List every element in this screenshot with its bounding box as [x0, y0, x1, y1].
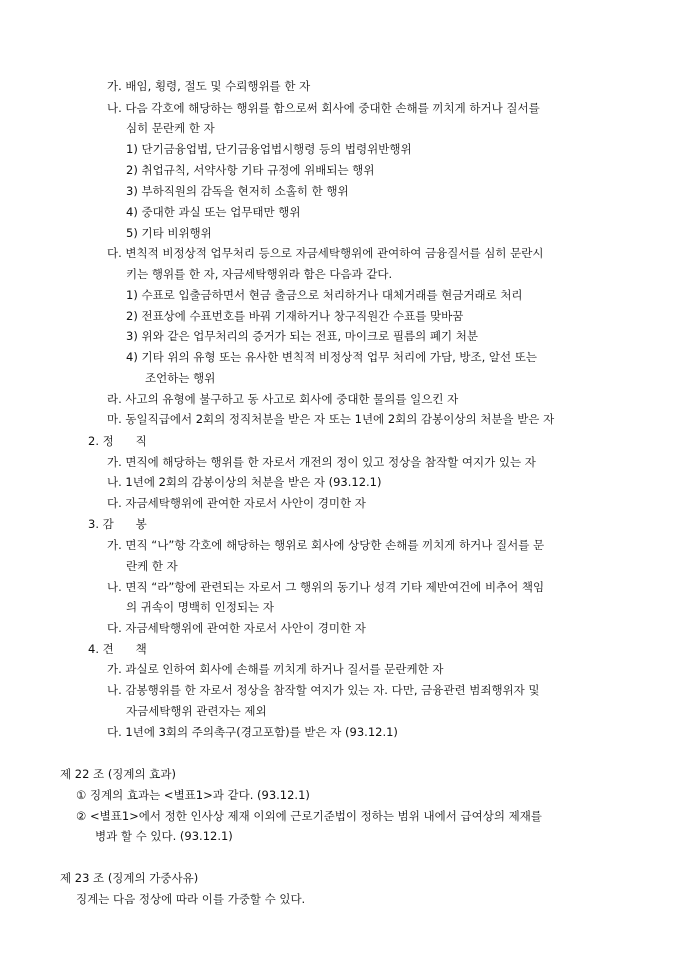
text-line: 가. 과실로 인하여 회사에 손해를 끼치게 하거나 질서를 문란케한 자	[107, 662, 444, 676]
text-line: 병과 할 수 있다. (93.12.1)	[95, 829, 233, 843]
article-heading: 제 23 조 (징계의 가중사유)	[60, 871, 199, 885]
text-line: 1) 수표로 입출금하면서 현금 출금으로 처리하거나 대체거래를 현금거래로 처리	[126, 288, 523, 302]
text-line: 4) 중대한 과실 또는 업무태만 행위	[126, 205, 301, 219]
text-line: 1) 단기금융업법, 단기금융업법시행령 등의 법령위반행위	[126, 142, 412, 156]
text-line: 자금세탁행위 관련자는 제외	[126, 704, 267, 718]
text-line: 마. 동일직급에서 2회의 정직처분을 받은 자 또는 1년에 2회의 감봉이상의 처분을 받은 자	[107, 412, 555, 426]
text-line: 다. 자금세탁행위에 관여한 자로서 사안이 경미한 자	[107, 496, 366, 510]
text-line: 3) 부하직원의 감독을 현저히 소홀히 한 행위	[126, 184, 349, 198]
section-heading: 2. 정 직	[88, 434, 147, 448]
text-line: 의 귀속이 명백히 인정되는 자	[126, 600, 274, 614]
text-line: 4) 기타 위의 유형 또는 유사한 변칙적 비정상적 업무 처리에 가담, 방조, 알선 또는	[126, 350, 538, 364]
text-line: ② <별표1>에서 정한 인사상 제재 이외에 근로기준법이 정하는 범위 내에서 급여상의 제재를	[76, 809, 542, 823]
text-line: 가. 면직에 해당하는 행위를 한 자로서 개전의 정이 있고 정상을 참작할 여지가 있는 자	[107, 455, 536, 469]
text-line: 조언하는 행위	[145, 371, 216, 385]
text-line: 다. 변칙적 비정상적 업무처리 등으로 자금세탁행위에 관여하여 금융질서를 심히 문란시	[107, 246, 544, 260]
text-line: 다. 자금세탁행위에 관여한 자로서 사안이 경미한 자	[107, 621, 366, 635]
text-line: 2) 취업규칙, 서약사항 기타 규정에 위배되는 행위	[126, 163, 375, 177]
section-heading: 3. 감 봉	[88, 517, 147, 531]
section-heading: 4. 견 책	[88, 642, 147, 656]
text-line: 2) 전표상에 수표번호를 바꿔 기재하거나 창구직원간 수표를 맞바꿈	[126, 309, 464, 323]
text-line: 가. 면직 “나”항 각호에 해당하는 행위로 회사에 상당한 손해를 끼치게 하거나 질서를 문	[107, 538, 545, 552]
text-line: 심히 문란케 한 자	[126, 121, 215, 135]
text-line: 가. 배임, 횡령, 절도 및 수뢰행위를 한 자	[107, 79, 311, 93]
text-line: 라. 사고의 유형에 불구하고 동 사고로 회사에 중대한 물의를 일으킨 자	[107, 392, 459, 406]
text-line: 5) 기타 비위행위	[126, 226, 212, 240]
text-line: 3) 위와 같은 업무처리의 증거가 되는 전표, 마이크로 필름의 폐기 처분	[126, 329, 478, 343]
text-line: 나. 다음 각호에 해당하는 행위를 함으로써 회사에 중대한 손해를 끼치게 하거나 질서를	[107, 101, 540, 115]
text-line: 키는 행위를 한 자, 자금세탁행위라 함은 다음과 같다.	[126, 267, 393, 281]
article-heading: 제 22 조 (징계의 효과)	[60, 767, 176, 781]
text-line: 나. 면직 “라”항에 관련되는 자로서 그 행위의 동기나 성격 기타 제반여건에 비추어 책임	[107, 580, 545, 594]
text-line: ① 징계의 효과는 <별표1>과 같다. (93.12.1)	[76, 788, 310, 802]
text-line: 나. 감봉행위를 한 자로서 정상을 참작할 여지가 있는 자. 다만, 금융관련 범죄행위자 및	[107, 683, 540, 697]
text-line: 징계는 다음 정상에 따라 이를 가중할 수 있다.	[76, 892, 306, 906]
text-line: 란케 한 자	[126, 559, 178, 573]
text-line: 다. 1년에 3회의 주의촉구(경고포함)를 받은 자 (93.12.1)	[107, 725, 398, 739]
text-line: 나. 1년에 2회의 감봉이상의 처분을 받은 자 (93.12.1)	[107, 475, 382, 489]
